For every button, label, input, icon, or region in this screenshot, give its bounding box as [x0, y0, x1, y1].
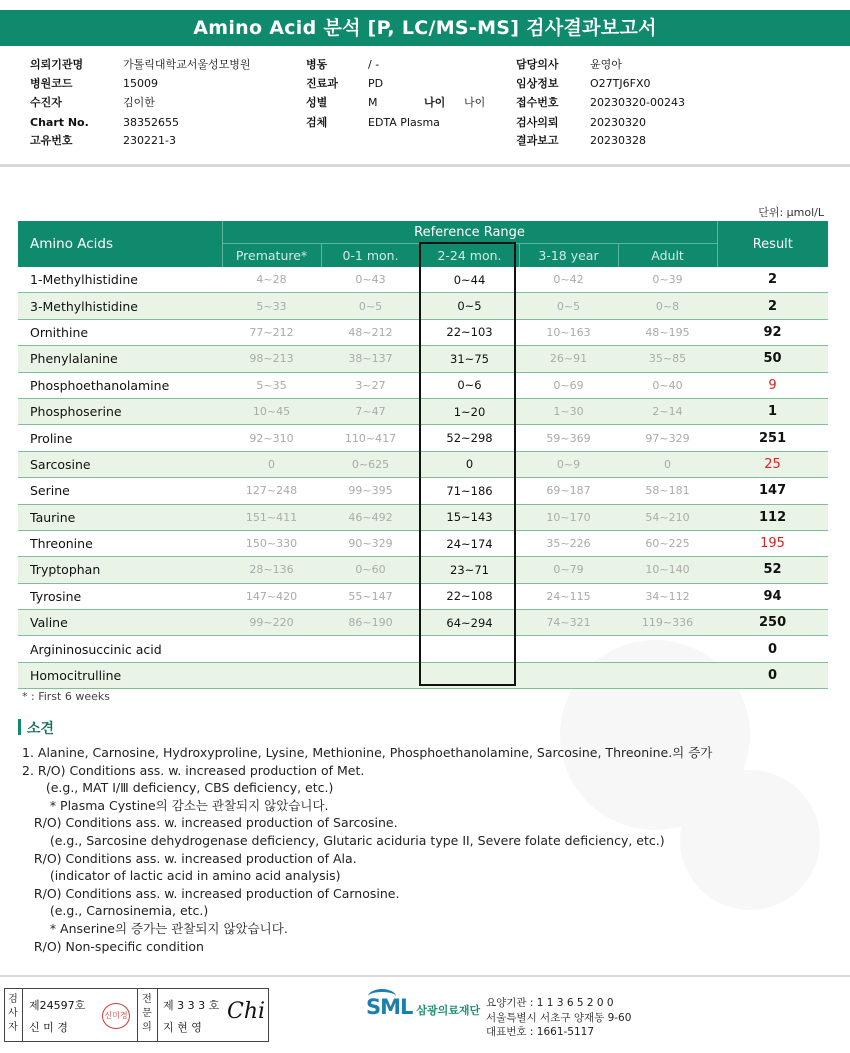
result-value: 25 — [717, 451, 828, 477]
table-row — [18, 293, 828, 319]
result-value: 0 — [717, 636, 828, 662]
reference-range-cell: 147~420 — [222, 583, 321, 609]
report-title: Amino Acid 분석 [P, LC/MS-MS] 검사결과보고서 — [0, 10, 850, 46]
finding-line: R/O) Conditions ass. w. increased production of Carnosine. — [22, 885, 400, 901]
amino-acid-name: Homocitrulline — [18, 662, 222, 688]
finding-line: * Anserine의 증가는 관찰되지 않았습니다. — [22, 920, 288, 936]
reference-range-cell: 0~44 — [420, 267, 519, 293]
table-row — [18, 425, 828, 451]
info-label: 임상정보 — [516, 77, 559, 90]
table-row — [18, 583, 828, 609]
heading-bar — [18, 719, 21, 735]
reference-range-cell: 10~140 — [618, 557, 717, 583]
table-row — [18, 530, 828, 556]
tester-name: 신 미 경 — [29, 1021, 68, 1034]
reference-range-cell: 64~294 — [420, 610, 519, 636]
reference-range-cell: 0~79 — [519, 557, 618, 583]
reference-range-cell: 0~8 — [618, 293, 717, 319]
result-value: 251 — [717, 425, 828, 451]
logo-text: SML — [366, 995, 413, 1019]
table-row — [18, 398, 828, 424]
range-header: 0-1 mon. — [321, 244, 420, 268]
reference-range-cell: 23~71 — [420, 557, 519, 583]
info-value: EDTA Plasma — [368, 116, 440, 129]
reference-range-cell: 0~5 — [519, 293, 618, 319]
unit-label: 단위: μmol/L — [758, 206, 824, 219]
reference-range-cell: 0~39 — [618, 267, 717, 293]
table-row — [18, 372, 828, 398]
doctor-signature: Chi — [227, 999, 266, 1024]
result-value: 112 — [717, 504, 828, 530]
result-value: 1 — [717, 398, 828, 424]
reference-range-cell: 28~136 — [222, 557, 321, 583]
reference-range-cell: 127~248 — [222, 478, 321, 504]
result-value: 0 — [717, 662, 828, 688]
reference-range-cell: 1~30 — [519, 398, 618, 424]
doctor-name: 지 현 영 — [163, 1021, 202, 1034]
info-value: O27TJ6FX0 — [590, 77, 651, 90]
reference-range-cell: 74~321 — [519, 610, 618, 636]
reference-range-cell: 4~28 — [222, 267, 321, 293]
table-row — [18, 319, 828, 345]
reference-range-cell — [420, 636, 519, 662]
info-label: 검체 — [306, 116, 328, 129]
reference-range-cell: 3~27 — [321, 372, 420, 398]
reference-range-cell: 0~5 — [321, 293, 420, 319]
footer-divider — [0, 975, 850, 977]
org-name: 삼광의료재단 — [416, 1004, 481, 1017]
reference-range-cell — [618, 636, 717, 662]
reference-range-cell: 2~14 — [618, 398, 717, 424]
reference-range-cell — [321, 662, 420, 688]
finding-line: (e.g., Sarcosine dehydrogenase deficiency, Glutaric aciduria type II, Severe folate deficiency, etc.) — [22, 832, 665, 848]
result-value: 147 — [717, 478, 828, 504]
reference-range-cell: 150~330 — [222, 530, 321, 556]
reference-range-cell: 98~213 — [222, 346, 321, 372]
reference-range-cell: 34~112 — [618, 583, 717, 609]
reference-range-cell: 71~186 — [420, 478, 519, 504]
reference-range-cell — [519, 662, 618, 688]
info-value: 20230320-00243 — [590, 96, 685, 109]
amino-acid-name: Tyrosine — [18, 583, 222, 609]
table-row — [18, 557, 828, 583]
header-divider — [0, 164, 850, 167]
reference-range-cell — [519, 636, 618, 662]
amino-acid-name: Valine — [18, 610, 222, 636]
tester-license: 제24597호 — [29, 999, 86, 1012]
reference-range-cell: 24~174 — [420, 530, 519, 556]
reference-range-cell: 1~20 — [420, 398, 519, 424]
info-value: 가톨릭대학교서울성모병원 — [123, 58, 251, 71]
reference-range-cell — [222, 662, 321, 688]
reference-range-cell — [321, 636, 420, 662]
finding-line: R/O) Conditions ass. w. increased production of Ala. — [22, 850, 357, 866]
amino-acid-name: Phosphoserine — [18, 398, 222, 424]
finding-line: R/O) Non-specific condition — [22, 938, 204, 954]
divider — [137, 989, 138, 1041]
reference-range-cell: 24~115 — [519, 583, 618, 609]
doctor-license: 제 3 3 3 호 — [163, 999, 220, 1012]
reference-range-cell — [222, 636, 321, 662]
reference-range-cell: 69~187 — [519, 478, 618, 504]
finding-line: (indicator of lactic acid in amino acid analysis) — [22, 868, 341, 884]
finding-line: 1. Alanine, Carnosine, Hydroxyproline, Lysine, Methionine, Phosphoethanolamine, Sarcosine, Threonine.의 증가 — [22, 745, 713, 760]
reference-range-cell: 0~40 — [618, 372, 717, 398]
info-value: 230221-3 — [123, 134, 176, 147]
header-result: Result — [717, 221, 828, 267]
amino-acid-name: Taurine — [18, 504, 222, 530]
tester-seal: 신미경 — [102, 1003, 130, 1029]
result-value: 2 — [717, 267, 828, 293]
reference-range-cell: 22~108 — [420, 583, 519, 609]
doctor-label: 전문의 — [142, 994, 152, 1033]
phone: 대표번호 : 1661-5117 — [486, 1026, 595, 1038]
table-row — [18, 451, 828, 477]
reference-range-cell: 0 — [618, 451, 717, 477]
reference-range-cell: 0~69 — [519, 372, 618, 398]
reference-range-cell: 46~492 — [321, 504, 420, 530]
info-label: 병동 — [306, 58, 328, 71]
reference-range-cell: 10~163 — [519, 319, 618, 345]
info-value: 20230320 — [590, 116, 646, 129]
info-label: 의뢰기관명 — [30, 58, 84, 71]
table-row — [18, 662, 828, 688]
info-value: 15009 — [123, 77, 158, 90]
institution-code: 요양기관 : 1 1 3 6 5 2 0 0 — [486, 997, 614, 1009]
info-label: 수진자 — [30, 96, 62, 109]
range-header: 3-18 year — [519, 244, 618, 268]
reference-range-cell: 35~226 — [519, 530, 618, 556]
result-value: 2 — [717, 293, 828, 319]
reference-range-cell: 0~43 — [321, 267, 420, 293]
footnote: * : First 6 weeks — [22, 690, 110, 703]
reference-range-cell: 0 — [222, 451, 321, 477]
sml-logo — [366, 995, 480, 1019]
reference-range-cell: 35~85 — [618, 346, 717, 372]
range-header: Premature* — [222, 244, 321, 268]
info-label: 병원코드 — [30, 77, 73, 90]
reference-range-cell: 119~336 — [618, 610, 717, 636]
info-label: 담당의사 — [516, 58, 559, 71]
info-label: 고유번호 — [30, 134, 73, 147]
findings-heading — [18, 718, 54, 738]
divider — [22, 989, 23, 1041]
reference-range-cell: 60~225 — [618, 530, 717, 556]
address: 서울특별시 서초구 양재동 9-60 — [486, 1011, 632, 1024]
finding-line: 2. R/O) Conditions ass. w. increased production of Met. — [22, 762, 365, 778]
result-value: 92 — [717, 319, 828, 345]
table-row — [18, 346, 828, 372]
range-header: Adult — [618, 244, 717, 268]
findings-title: 소견 — [27, 721, 55, 737]
header-reference-range: Reference Range — [222, 221, 717, 244]
finding-line: * Plasma Cystine의 감소는 관찰되지 않았습니다. — [22, 797, 329, 813]
finding-line: R/O) Conditions ass. w. increased production of Sarcosine. — [22, 815, 398, 831]
reference-range-cell: 0~42 — [519, 267, 618, 293]
reference-range-cell: 26~91 — [519, 346, 618, 372]
info-label: 결과보고 — [516, 134, 559, 147]
logo-arc — [368, 989, 396, 1004]
amino-acid-name: 1-Methylhistidine — [18, 267, 222, 293]
reference-range-cell: 38~137 — [321, 346, 420, 372]
amino-acid-name: 3-Methylhistidine — [18, 293, 222, 319]
reference-range-cell: 55~147 — [321, 583, 420, 609]
reference-range-cell: 99~220 — [222, 610, 321, 636]
result-value: 250 — [717, 610, 828, 636]
info-value: 김이한 — [123, 96, 155, 109]
info-value: 38352655 — [123, 116, 179, 129]
info-value-age: 나이 — [464, 96, 486, 109]
reference-range-cell: 110~417 — [321, 425, 420, 451]
info-value: 윤영아 — [590, 58, 622, 71]
reference-range-cell — [420, 662, 519, 688]
table-row — [18, 478, 828, 504]
reference-range-cell: 0~9 — [519, 451, 618, 477]
amino-acid-name: Proline — [18, 425, 222, 451]
reference-range-cell: 0~60 — [321, 557, 420, 583]
result-value: 52 — [717, 557, 828, 583]
reference-range-cell: 0~6 — [420, 372, 519, 398]
info-label: 검사의뢰 — [516, 116, 559, 129]
footer-address — [486, 996, 631, 1040]
table-row — [18, 267, 828, 293]
reference-range-cell — [618, 662, 717, 688]
range-header: 2-24 mon. — [420, 244, 519, 268]
reference-range-cell: 10~45 — [222, 398, 321, 424]
result-value: 195 — [717, 530, 828, 556]
amino-acid-name: Phosphoethanolamine — [18, 372, 222, 398]
header-amino-acids: Amino Acids — [18, 221, 222, 267]
info-label: 진료과 — [306, 77, 338, 90]
info-value: M — [368, 96, 378, 109]
table-row — [18, 636, 828, 662]
amino-acid-name: Phenylalanine — [18, 346, 222, 372]
reference-range-cell: 10~170 — [519, 504, 618, 530]
amino-acid-name: Argininosuccinic acid — [18, 636, 222, 662]
reference-range-cell: 0~5 — [420, 293, 519, 319]
finding-line: (e.g., MAT Ⅰ/Ⅲ deficiency, CBS deficiency, etc.) — [22, 780, 334, 796]
amino-acid-name: Sarcosine — [18, 451, 222, 477]
reference-range-cell: 5~33 — [222, 293, 321, 319]
reference-range-cell: 52~298 — [420, 425, 519, 451]
reference-range-cell: 97~329 — [618, 425, 717, 451]
table-row — [18, 610, 828, 636]
amino-acid-name: Tryptophan — [18, 557, 222, 583]
reference-range-cell: 59~369 — [519, 425, 618, 451]
tester-label: 검사자 — [8, 994, 18, 1033]
table-row — [18, 504, 828, 530]
amino-acid-name: Serine — [18, 478, 222, 504]
result-value: 9 — [717, 372, 828, 398]
amino-acid-name: Ornithine — [18, 319, 222, 345]
result-value: 50 — [717, 346, 828, 372]
reference-range-cell: 151~411 — [222, 504, 321, 530]
reference-range-cell: 15~143 — [420, 504, 519, 530]
info-label-age: 나이 — [424, 96, 446, 109]
reference-range-cell: 90~329 — [321, 530, 420, 556]
reference-range-cell: 99~395 — [321, 478, 420, 504]
reference-range-cell: 92~310 — [222, 425, 321, 451]
reference-range-cell: 86~190 — [321, 610, 420, 636]
reference-range-cell: 31~75 — [420, 346, 519, 372]
amino-acid-name: Threonine — [18, 530, 222, 556]
reference-range-cell: 7~47 — [321, 398, 420, 424]
result-value: 94 — [717, 583, 828, 609]
info-value: 20230328 — [590, 134, 646, 147]
reference-range-cell: 22~103 — [420, 319, 519, 345]
reference-range-cell: 48~195 — [618, 319, 717, 345]
finding-line: (e.g., Carnosinemia, etc.) — [22, 903, 209, 919]
findings-list — [22, 744, 842, 955]
reference-range-cell: 0~625 — [321, 451, 420, 477]
reference-range-cell: 48~212 — [321, 319, 420, 345]
info-value: PD — [368, 77, 384, 90]
amino-acid-table — [18, 221, 828, 689]
reference-range-cell: 77~212 — [222, 319, 321, 345]
reference-range-cell: 0 — [420, 451, 519, 477]
info-label: 성별 — [306, 96, 328, 109]
divider — [157, 989, 158, 1041]
info-label: 접수번호 — [516, 96, 559, 109]
signature-box — [4, 988, 269, 1042]
info-value: / - — [368, 58, 380, 71]
info-label: Chart No. — [30, 116, 89, 129]
reference-range-cell: 5~35 — [222, 372, 321, 398]
reference-range-cell: 58~181 — [618, 478, 717, 504]
reference-range-cell: 54~210 — [618, 504, 717, 530]
